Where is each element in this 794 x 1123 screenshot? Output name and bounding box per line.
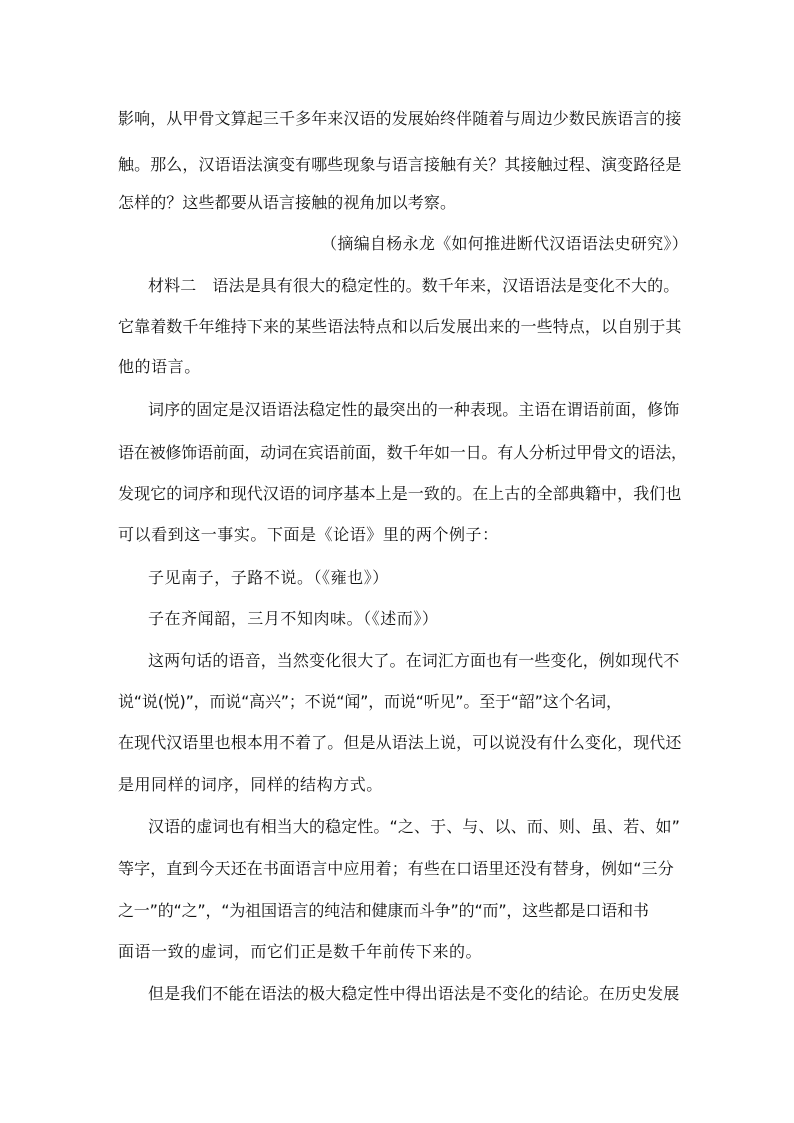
paragraph-function-words-line-3: 之一”的“之”，“为祖国语言的纯洁和健康而斗争”的“而”，这些都是口语和书 — [118, 901, 649, 920]
example-two: 子在齐闻韶，三月不知肉味。（《述而》） — [148, 609, 439, 628]
paragraph-pronunciation-line-2: 说“说(悦)”，而说“高兴”；不说“闻”，而说“听见”。至于“韶”这个名词， — [118, 692, 622, 711]
paragraph-pronunciation-line-1: 这两句话的语音，当然变化很大了。在词汇方面也有一些变化，例如现代不 — [148, 651, 680, 670]
paragraph-intro-continued-line-3: 怎样的？这些都要从语言接触的视角加以考察。 — [118, 193, 457, 212]
paragraph-function-words-line-1: 汉语的虚词也有相当大的稳定性。“之、于、与、以、而、则、虽、若、如” — [148, 817, 680, 836]
source-citation: （摘编自杨永龙《如何推进断代汉语语法史研究》） — [321, 234, 688, 253]
paragraph-pronunciation-line-3: 在现代汉语里也根本用不着了。但是从语法上说，可以说没有什么变化，现代还 — [118, 733, 682, 752]
paragraph-material-two-line-1: 材料二 语法是具有很大的稳定性的。数千年来，汉语语法是变化不大的。 — [148, 276, 680, 295]
paragraph-material-two-line-2: 它靠着数千年维持下来的某些语法特点和以后发展出来的一些特点，以自别于其 — [118, 317, 682, 336]
paragraph-function-words-line-2: 等字，直到今天还在书面语言中应用着；有些在口语里还没有替身，例如“三分 — [118, 859, 674, 878]
paragraph-word-order-line-1: 词序的固定是汉语语法稳定性的最突出的一种表现。主语在谓语前面，修饰 — [148, 400, 680, 419]
paragraph-word-order-line-4: 可以看到这一事实。下面是《论语》里的两个例子： — [118, 525, 499, 544]
paragraph-material-two-line-3: 他的语言。 — [118, 357, 201, 376]
example-one: 子见南子，子路不说。（《雍也》） — [148, 568, 389, 587]
paragraph-intro-continued-line-2: 触。那么，汉语语法演变有哪些现象与语言接触有关？其接触过程、演变路径是 — [118, 155, 682, 174]
paragraph-pronunciation-line-4: 是用同样的词序，同样的结构方式。 — [118, 775, 383, 794]
paragraph-function-words-line-4: 面语一致的虚词，而它们正是数千年前传下来的。 — [118, 942, 483, 961]
paragraph-intro-continued-line-1: 影响，从甲骨文算起三千多年来汉语的发展始终伴随着与周边少数民族语言的接 — [118, 109, 682, 128]
paragraph-word-order-line-2: 语在被修饰语前面，动词在宾语前面，数千年如一日。有人分析过甲骨文的语法， — [118, 443, 687, 462]
paragraph-word-order-line-3: 发现它的词序和现代汉语的词序基本上是一致的。在上古的全部典籍中，我们也 — [118, 484, 682, 503]
paragraph-conclusion-start-line-1: 但是我们不能在语法的极大稳定性中得出语法是不变化的结论。在历史发展 — [148, 984, 680, 1003]
